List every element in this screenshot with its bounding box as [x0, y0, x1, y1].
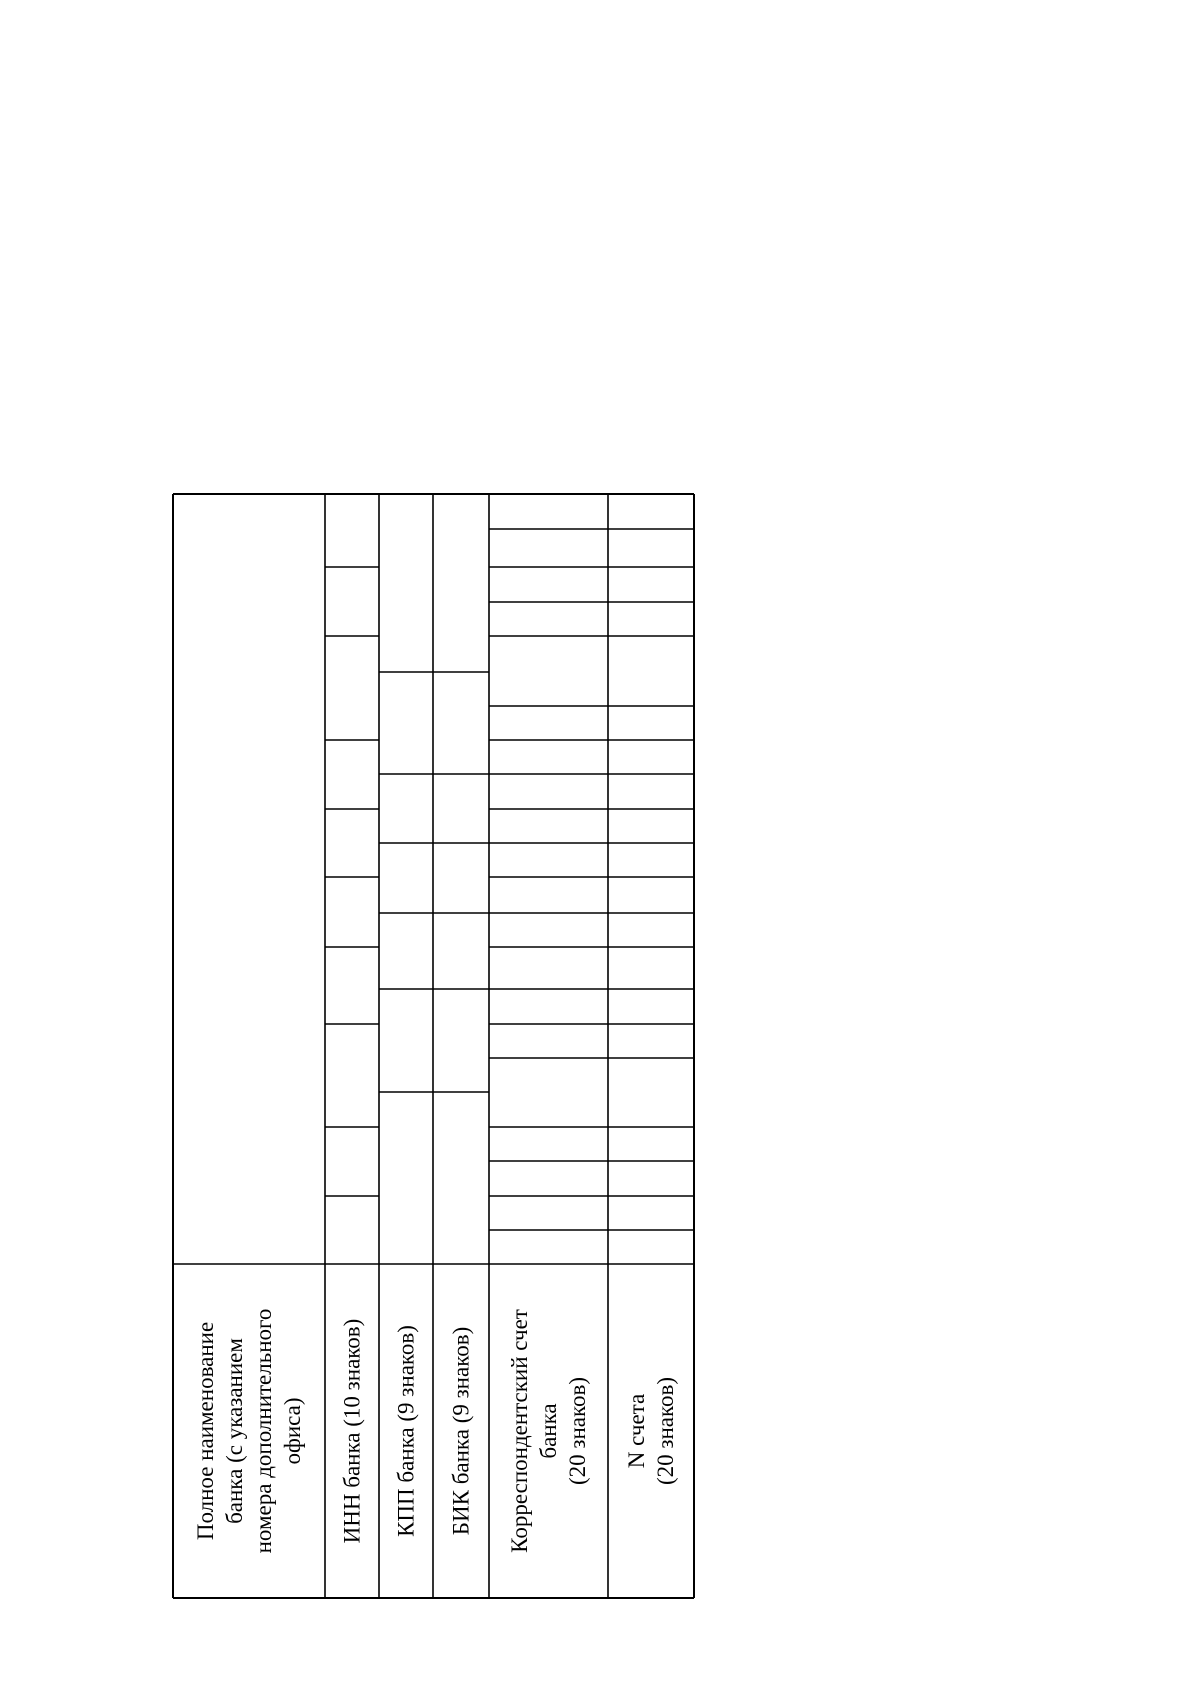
- kpp-label: [394, 1325, 419, 1537]
- bank-name-label-line: номера дополнительного: [251, 1308, 276, 1554]
- account-number-label: [624, 1377, 678, 1485]
- bank-name-label: [193, 1309, 305, 1554]
- bik-label: [449, 1327, 474, 1535]
- kpp-label-line: КПП банка (9 знаков): [393, 1325, 419, 1537]
- inn-label-line: ИНН банка (10 знаков): [339, 1318, 365, 1544]
- corr-account-label-line: банка: [536, 1403, 561, 1459]
- row-labels: [193, 1309, 678, 1554]
- corr-account-label: [507, 1309, 590, 1553]
- inn-label: [340, 1319, 365, 1544]
- bank-name-label-line: банка (с указанием: [222, 1338, 247, 1524]
- account-number-label-line: N счета: [624, 1393, 649, 1469]
- corr-account-label-line: (20 знаков): [565, 1376, 590, 1486]
- bank-name-label-line: Полное наименование: [193, 1321, 218, 1541]
- bank-name-label-line: офиса): [280, 1397, 305, 1465]
- account-number-label-line: (20 знаков): [653, 1376, 678, 1486]
- corr-account-label-line: Корреспондентский счет: [507, 1309, 532, 1553]
- bik-label-line: БИК банка (9 знаков): [448, 1326, 474, 1536]
